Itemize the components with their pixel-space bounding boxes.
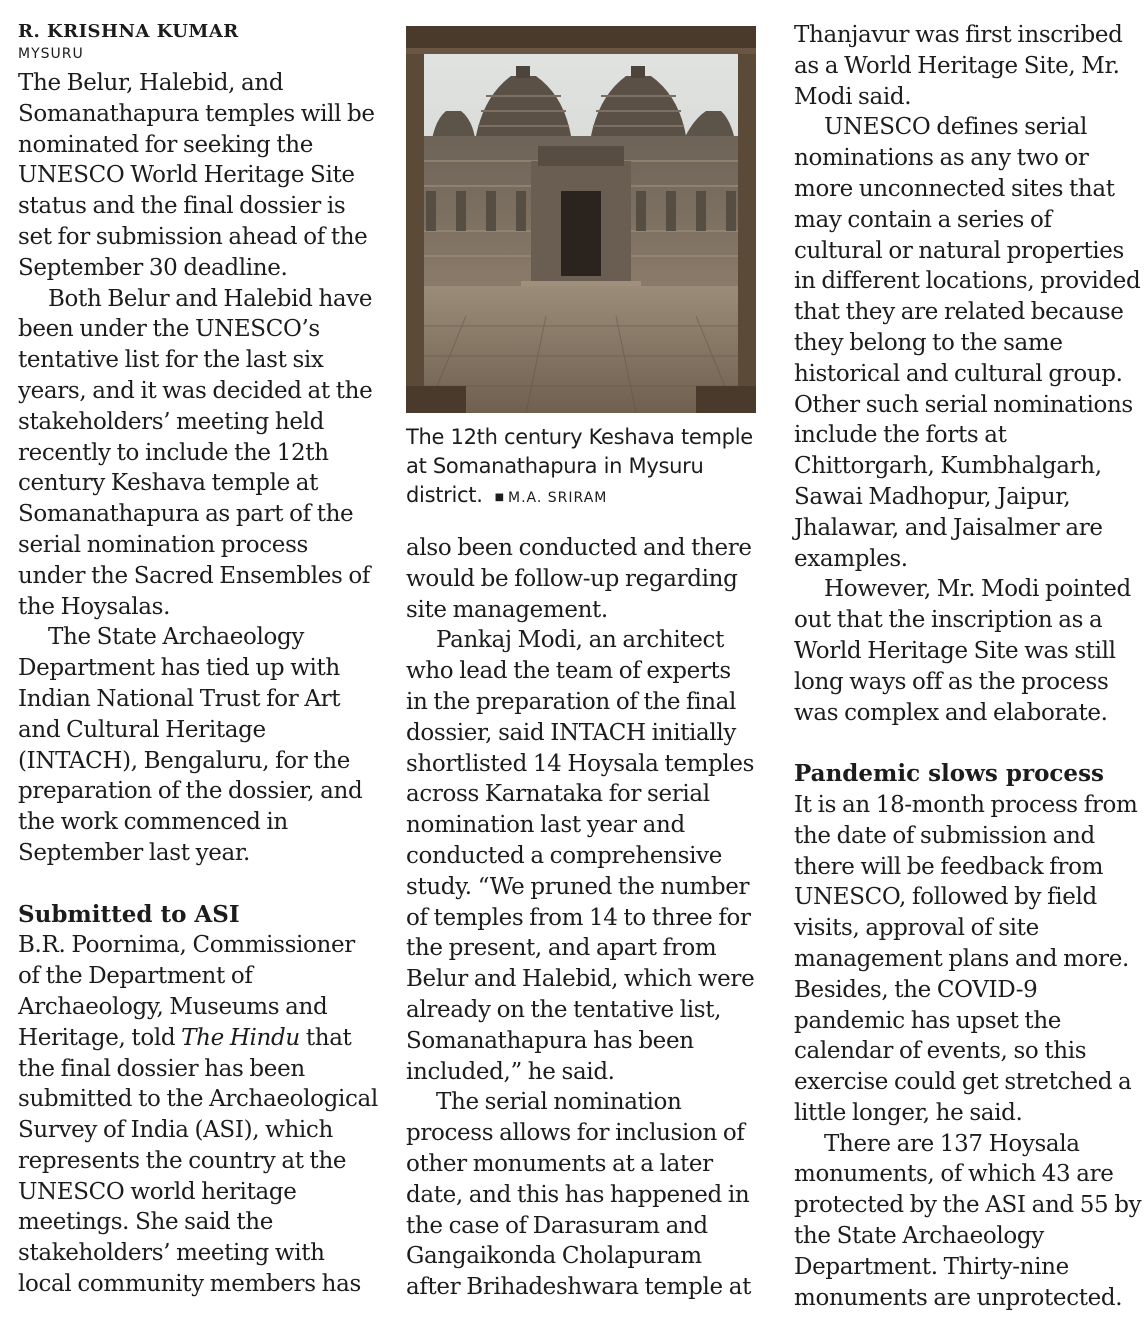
caption-text: The 12th century Keshava temple at Somanathapura in Mysuru district. <box>406 425 753 507</box>
photo-caption <box>406 423 756 513</box>
paragraph: There are 137 Hoysala monuments, of which 43 are protected by the ASI and 55 by the State Archaeology Department. Thirty-nine monuments are unprotected. <box>794 1130 1142 1311</box>
byline-location: MYSURU <box>18 46 84 62</box>
paragraph <box>18 930 378 1300</box>
paragraph: The State Archaeology Department has tied up with Indian National Trust for Art and Cultural Heritage (INTACH), Bengaluru, for the preparation of the dossier, and the work commenced in September last year. <box>18 624 363 866</box>
subheading: Submitted to ASI <box>18 900 240 928</box>
paragraph: Pankaj Modi, an architect who lead the team of experts in the preparation of the final dossier, said INTACH initially shortlisted 14 Hoysala temples across Karnataka for serial nomination last year and conducted a comprehensive study. “We pruned the number of temples from 14 to three for the present, and apart from Belur and Halebid, which were already on the tentative list, Somanathapura has been included,” he said. <box>406 627 755 1085</box>
paragraph: The serial nomination process allows for inclusion of other monuments at a later date, and this has happened in the case of Darasuram and Gangaikonda Cholapuram after Brihadeshwara temple at <box>406 1089 752 1301</box>
photo-credit <box>495 490 608 506</box>
paragraph: The Belur, Halebid, and Somanathapura temples will be nominated for seeking the UNESCO World Heritage Site status and the final dossier is set for submission ahead of the September 30 deadline. <box>18 70 375 281</box>
credit-square-icon: ■ <box>494 492 506 503</box>
paragraph: However, Mr. Modi pointed out that the inscription as a World Heritage Site was still long ways off as the process was complex and elaborate. <box>794 576 1131 726</box>
publication-name: The Hindu <box>181 1024 300 1051</box>
temple-photo <box>406 26 756 413</box>
paragraph: Both Belur and Halebid have been under the UNESCO’s tentative list for the last six years, and it was decided at the stakeholders’ meeting held recently to include the 12th century Keshava temple at Somanathapura as part of the serial nomination process under the Sacred Ensembles of the Hoysalas. <box>18 285 373 620</box>
temple-illustration <box>406 26 756 413</box>
byline-author: R. KRISHNA KUMAR <box>18 21 239 42</box>
paragraph: also been conducted and there would be follow-up regarding site management. <box>406 535 752 623</box>
paragraph: Thanjavur was first inscribed as a World Heritage Site, Mr. Modi said. <box>794 22 1123 110</box>
article-column-2 <box>406 20 756 1303</box>
article-column-1 <box>18 20 378 1300</box>
paragraph: UNESCO defines serial nominations as any two or more unconnected sites that may contain a series of cultural or natural properties in different locations, provided that they are related because they belong to the same historical and cultural group. Other such serial nominations include the forts at Chittorgarh, Kumbhalgarh, Sawai Madhopur, Jaipur, Jhalawar, and Jaisalmer are examples. <box>794 114 1141 572</box>
subheading: Pandemic slows process <box>794 760 1104 788</box>
paragraph-text: that the final dossier has been submitted to the Archaeological Survey of India (ASI), which represents the country at the UNESCO world heritage meetings. She said the stakeholders’ meeting with local community members has <box>18 1024 378 1298</box>
paragraph-text: B.R. Poornima, Commissioner of the Department of Archaeology, Museums and Heritage, told <box>18 932 355 1051</box>
paragraph: It is an 18-month process from the date of submission and there will be feedback from UNESCO, followed by field visits, approval of site management plans and more. Besides, the COVID-9 pandemic has upset the calendar of events, so this exercise could get stretched a little longer, he said. <box>794 791 1138 1126</box>
credit-text: M.A. SRIRAM <box>508 490 608 506</box>
article-column-3 <box>794 20 1144 1313</box>
